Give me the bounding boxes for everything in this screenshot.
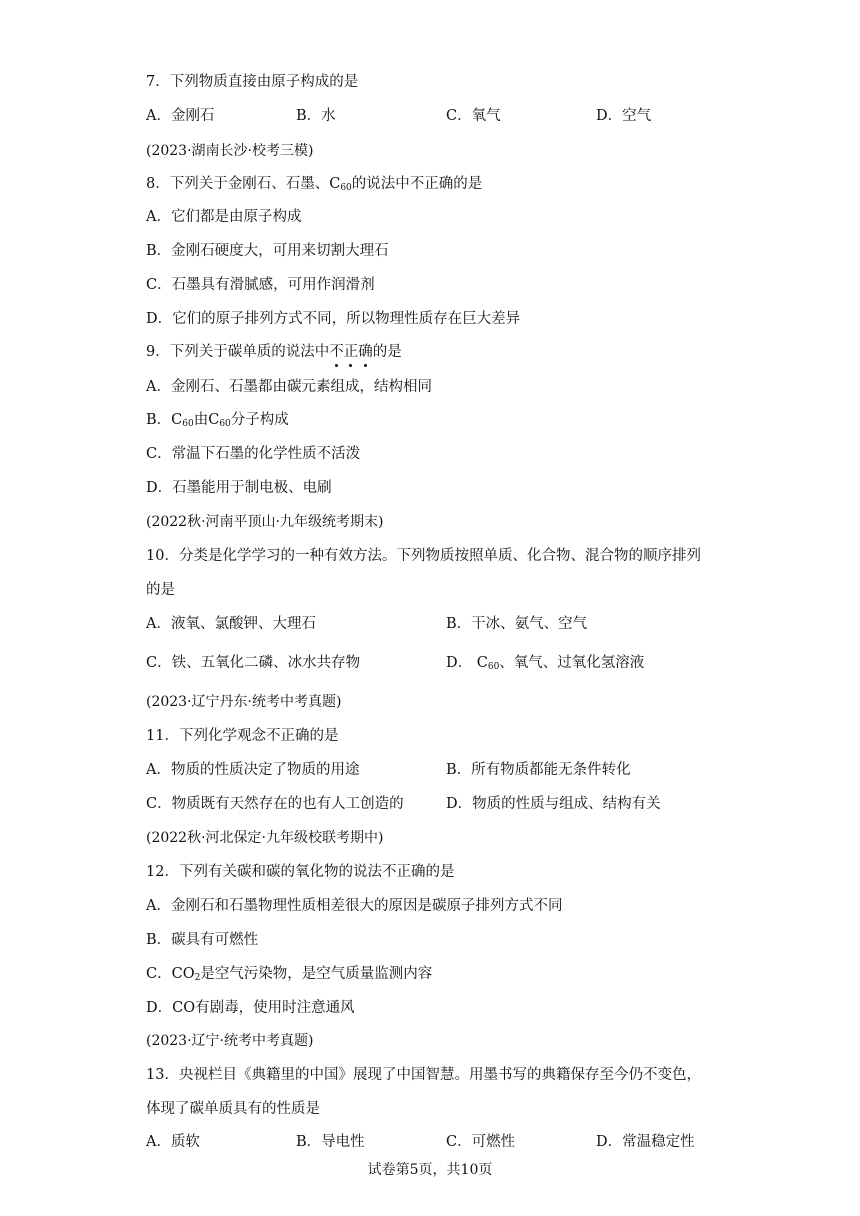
q9-option-b-sub1: 60	[182, 419, 194, 429]
q9-stem-pre: 9．下列关于碳单质的说法中	[146, 344, 330, 360]
q13-option-d: D．常温稳定性	[596, 1134, 695, 1150]
page-footer: 试卷第5页，共10页	[367, 1162, 493, 1178]
q10-option-d-part2: 、氧气、过氧化氢溶液	[499, 655, 645, 671]
q11-source: (2023·辽宁丹东·统考中考真题)	[146, 694, 342, 710]
q9-option-b-part2: 由C	[193, 412, 220, 428]
q9-emphasis-1: 不	[329, 344, 344, 360]
q8-source: (2023·湖南长沙·校考三模)	[146, 143, 314, 159]
q10-option-d-part1: D． C	[446, 655, 488, 671]
q10-stem-line2: 的是	[146, 582, 175, 598]
q9-option-a: A．金刚石、石墨都由碳元素组成，结构相同	[146, 379, 432, 395]
q12-source: (2022秋·河北保定·九年级校联考期中)	[146, 830, 384, 846]
q12-option-a: A．金刚石和石墨物理性质相差很大的原因是碳原子排列方式不同	[146, 898, 563, 914]
q11-stem: 11．下列化学观念不正确的是	[146, 728, 339, 744]
q10-source: (2022秋·河南平顶山·九年级统考期末)	[146, 514, 384, 530]
q11-option-c: C．物质既有天然存在的也有人工创造的	[146, 796, 404, 812]
q7-stem: 7．下列物质直接由原子构成的是	[146, 74, 359, 90]
q8-stem-post: 的说法中不正确的是	[351, 176, 483, 192]
q10-option-d-sub: 60	[487, 662, 500, 672]
q10-stem-line1: 10．分类是化学学习的一种有效方法。下列物质按照单质、化合物、混合物的顺序排列	[146, 548, 701, 564]
q10-option-d	[446, 653, 644, 677]
q9-option-b-part1: B．C	[146, 412, 183, 428]
q12-option-c-part2: 是空气污染物，是空气质量监测内容	[200, 966, 433, 982]
q12-option-d: D．CO有剧毒，使用时注意通风	[146, 1000, 355, 1016]
q7-option-b: B．水	[296, 108, 336, 124]
q11-option-a: A．物质的性质决定了物质的用途	[146, 762, 360, 778]
q9-stem-post: 的是	[372, 344, 402, 360]
q9-option-b	[146, 410, 289, 434]
q8-stem-pre: 8．下列关于金刚石、石墨、C	[146, 176, 341, 192]
q9-option-b-sub2: 60	[219, 419, 231, 429]
q9-stem	[146, 342, 402, 362]
q13-stem-line2: 体现了碳单质具有的性质是	[146, 1101, 320, 1117]
q8-option-d: D．它们的原子排列方式不同，所以物理性质存在巨大差异	[146, 311, 521, 327]
q9-option-d: D．石墨能用于制电极、电刷	[146, 480, 332, 496]
q13-option-a: A．质软	[146, 1134, 200, 1150]
q13-option-b: B．导电性	[296, 1134, 365, 1150]
q10-option-b: B．干冰、氨气、空气	[446, 616, 588, 632]
q12-stem: 12．下列有关碳和碳的氧化物的说法不正确的是	[146, 864, 455, 880]
q10-option-c: C．铁、五氧化二磷、冰水共存物	[146, 655, 361, 671]
q9-emphasis-3: 确	[358, 344, 373, 360]
q8-option-b: B．金刚石硬度大，可用来切割大理石	[146, 243, 389, 259]
q11-option-d: D．物质的性质与组成、结构有关	[446, 796, 661, 812]
q8-stem	[146, 174, 482, 198]
q7-option-c: C．氧气	[446, 108, 501, 124]
q12-option-c	[146, 964, 432, 988]
q7-option-a: A．金刚石	[146, 108, 215, 124]
q11-option-b: B．所有物质都能无条件转化	[446, 762, 631, 778]
q9-emphasis-2: 正	[343, 344, 359, 360]
q13-option-c: C．可燃性	[446, 1134, 516, 1150]
q8-option-a: A．它们都是由原子构成	[146, 209, 302, 225]
q12-option-b: B．碳具有可燃性	[146, 932, 259, 948]
q12-option-c-part1: C．CO	[146, 966, 195, 982]
q13-source: (2023·辽宁·统考中考真题)	[146, 1033, 314, 1049]
q7-option-d: D．空气	[596, 108, 652, 124]
q9-option-c: C．常温下石墨的化学性质不活泼	[146, 446, 361, 462]
q12-option-c-sub: 2	[194, 973, 201, 983]
q9-option-b-part3: 分子构成	[230, 412, 289, 428]
q8-stem-sub: 60	[340, 183, 352, 193]
q8-option-c: C．石墨具有滑腻感，可用作润滑剂	[146, 277, 375, 293]
q10-option-a: A．液氧、氯酸钾、大理石	[146, 616, 316, 632]
q13-stem-line1: 13．央视栏目《典籍里的中国》展现了中国智慧。用墨书写的典籍保存至今仍不变色，	[146, 1067, 701, 1083]
